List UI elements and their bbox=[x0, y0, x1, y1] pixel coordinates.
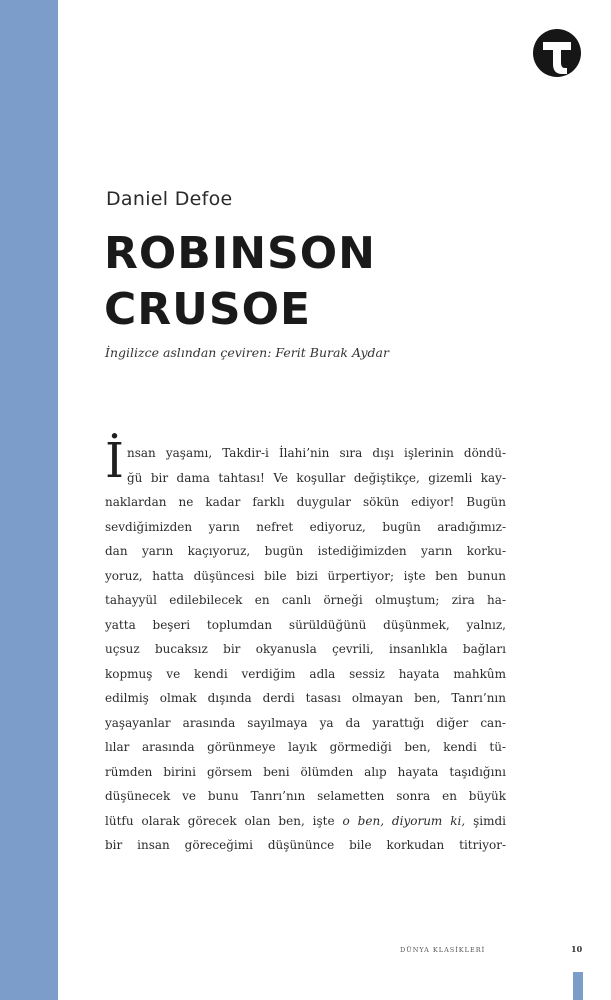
title-line-2: CRUSOE bbox=[104, 284, 312, 335]
translator-credit: İngilizce aslından çeviren: Ferit Burak Aydar bbox=[105, 345, 389, 360]
page-edge-tab bbox=[573, 972, 583, 1000]
paragraph-line: nsan yaşamı, Takdir-i İlahi’nin sıra dışı işlerinin döndü- bbox=[127, 446, 506, 460]
paragraph-line: kopmuş ve kendi verdiğim adla sessiz hayata mahkûm bbox=[105, 666, 506, 681]
paragraph-line: rümden birini görsem beni ölümden alıp hayata taşıdığını bbox=[105, 764, 506, 779]
paragraph-line: uçsuz bucaksız bir okyanusla çevrili, insanlıkla bağları bbox=[105, 642, 506, 656]
paragraph-line: dan yarın kaçıyoruz, bugün istediğimizden yarın korku- bbox=[105, 544, 506, 558]
paragraph-line: naklardan ne kadar farklı duygular sökün ediyor! Bugün bbox=[105, 495, 506, 509]
paragraph-line: bir insan göreceğimi düşününce bile korkudan titriyor- bbox=[105, 838, 506, 852]
paragraph-line: edilmiş olmak dışında derdi tasası olmayan ben, Tanrı’nın bbox=[105, 691, 506, 705]
dropcap-letter: İ bbox=[105, 433, 124, 489]
series-label: DÜNYA KLASİKLERİ bbox=[400, 946, 486, 954]
paragraph-line: düşünecek ve bunu Tanrı’nın selametten sonra en büyük bbox=[105, 789, 506, 803]
dropcap-block bbox=[105, 433, 506, 490]
paragraph-line: sevdiğimizden yarın nefret ediyoruz, bugün aradığımız- bbox=[105, 519, 506, 534]
paragraph-line: ğü bir dama tahtası! Ve koşullar değiştikçe, gizemli kay- bbox=[127, 470, 506, 485]
opening-paragraph bbox=[105, 433, 506, 858]
publisher-t-logo-icon bbox=[531, 27, 583, 79]
page-number: 10 bbox=[571, 944, 583, 954]
paragraph-line: yoruz, hatta düşüncesi bile bizi ürpertiyor; işte ben bunun bbox=[105, 568, 506, 583]
paragraph-line: yatta beşeri toplumdan sürüldüğünü düşünmek, yalnız, bbox=[105, 617, 506, 632]
paragraph-line: lılar arasında görünmeye layık görmediği ben, kendi tü- bbox=[105, 740, 506, 754]
paragraph-line: tahayyül edilebilecek en canlı örneği olmuştum; zira ha- bbox=[105, 593, 506, 607]
book-title bbox=[104, 226, 504, 338]
author-name: Daniel Defoe bbox=[106, 188, 233, 210]
paragraph-line bbox=[105, 809, 506, 834]
line-text: lütfu olarak görecek olan ben, işte bbox=[105, 813, 343, 828]
line-text: şimdi bbox=[465, 813, 506, 828]
book-spine bbox=[0, 0, 58, 1000]
title-line-1: ROBINSON bbox=[104, 228, 376, 279]
italic-phrase: o ben, diyorum ki, bbox=[342, 813, 466, 828]
paragraph-line: yaşayanlar arasında sayılmaya ya da yarattığı diğer can- bbox=[105, 715, 506, 730]
